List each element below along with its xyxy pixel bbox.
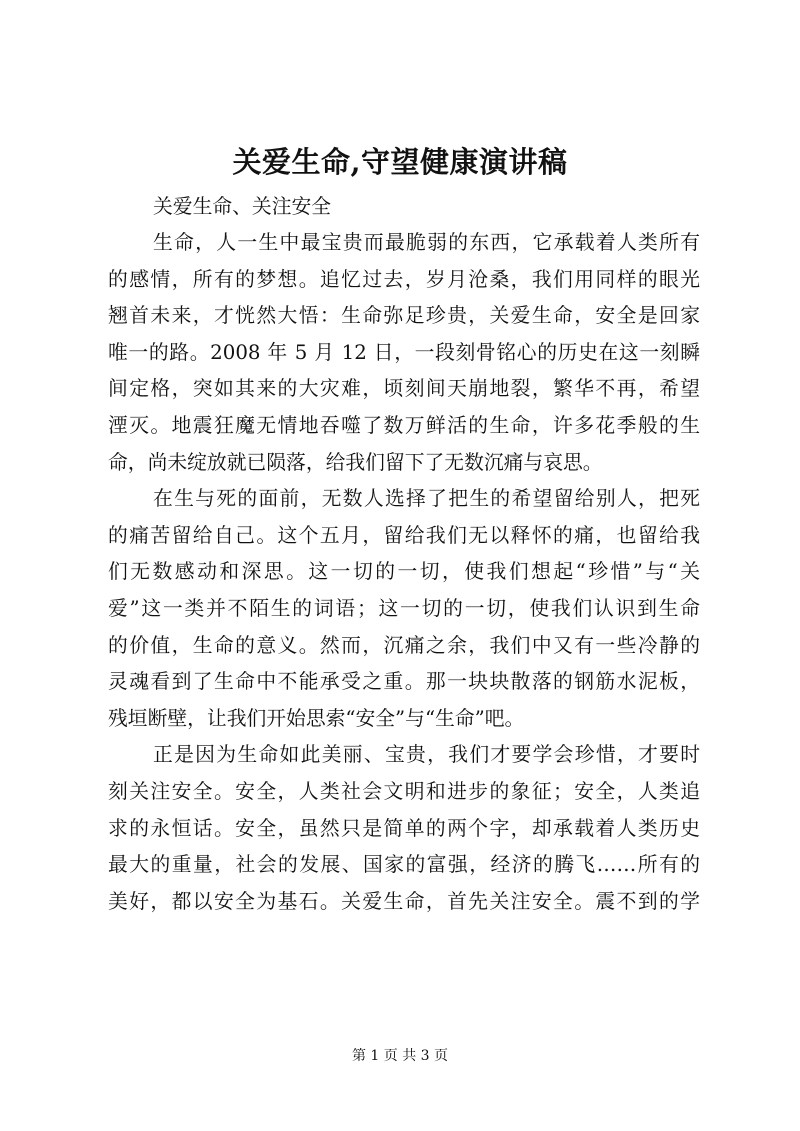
text-line: 翘首未来，才恍然大悟：生命弥足珍贵，关爱生命，安全是回家 <box>108 304 700 328</box>
text-line: 唯一的路。2008 年 5 月 12 日，一段刻骨铭心的历史在这一刻瞬 <box>108 340 700 364</box>
document-subtitle: 关爱生命、关注安全 <box>153 195 332 218</box>
page-footer: 第 1 页 共 3 页 <box>351 1048 449 1064</box>
paragraph-3 <box>108 737 700 920</box>
text-line: 灵魂看到了生命中不能承受之重。那一块块散落的钢筋水泥板， <box>108 670 700 694</box>
text-line: 残垣断壁，让我们开始思索“安全”与“生命”吧。 <box>108 706 525 730</box>
text-line: 求的永恒话。安全，虽然只是简单的两个字，却承载着人类历史 <box>108 816 700 840</box>
text-line: 间定格，突如其来的大灾难，顷刻间天崩地裂，繁华不再，希望 <box>108 377 700 401</box>
document-title: 关爱生命,守望健康演讲稿 <box>232 145 568 179</box>
text-line: 正是因为生命如此美丽、宝贵，我们才要学会珍惜，才要时 <box>153 743 700 767</box>
text-line: 湮灭。地震狂魔无情地吞噬了数万鲜活的生命，许多花季般的生 <box>108 413 700 437</box>
text-line: 最大的重量，社会的发展、国家的富强，经济的腾飞……所有的 <box>108 853 700 877</box>
text-line: 生命，人一生中最宝贵而最脆弱的东西，它承载着人类所有 <box>153 231 700 254</box>
text-line: 美好，都以安全为基石。关爱生命，首先关注安全。震不到的学 <box>108 889 700 913</box>
text-line: 的痛苦留给自己。这个五月，留给我们无以释怀的痛，也留给我 <box>108 523 700 547</box>
text-line: 爱”这一类并不陌生的词语；这一切的一切，使我们认识到生命 <box>108 596 700 620</box>
paragraph-1 <box>108 225 700 481</box>
text-line: 刻关注安全。安全，人类社会文明和进步的象征；安全，人类追 <box>108 779 700 803</box>
text-line: 命，尚未绽放就已陨落，给我们留下了无数沉痛与哀思。 <box>108 450 603 474</box>
text-line: 们无数感动和深思。这一切的一切，使我们想起“珍惜”与“关 <box>108 560 700 584</box>
document-body <box>108 189 700 920</box>
text-line: 的感情，所有的梦想。追忆过去，岁月沧桑，我们用同样的眼光 <box>108 267 700 291</box>
text-line: 的价值，生命的意义。然而，沉痛之余，我们中又有一些冷静的 <box>108 633 700 657</box>
text-line: 在生与死的面前，无数人选择了把生的希望留给别人，把死 <box>153 487 700 511</box>
paragraph-2 <box>108 481 700 737</box>
